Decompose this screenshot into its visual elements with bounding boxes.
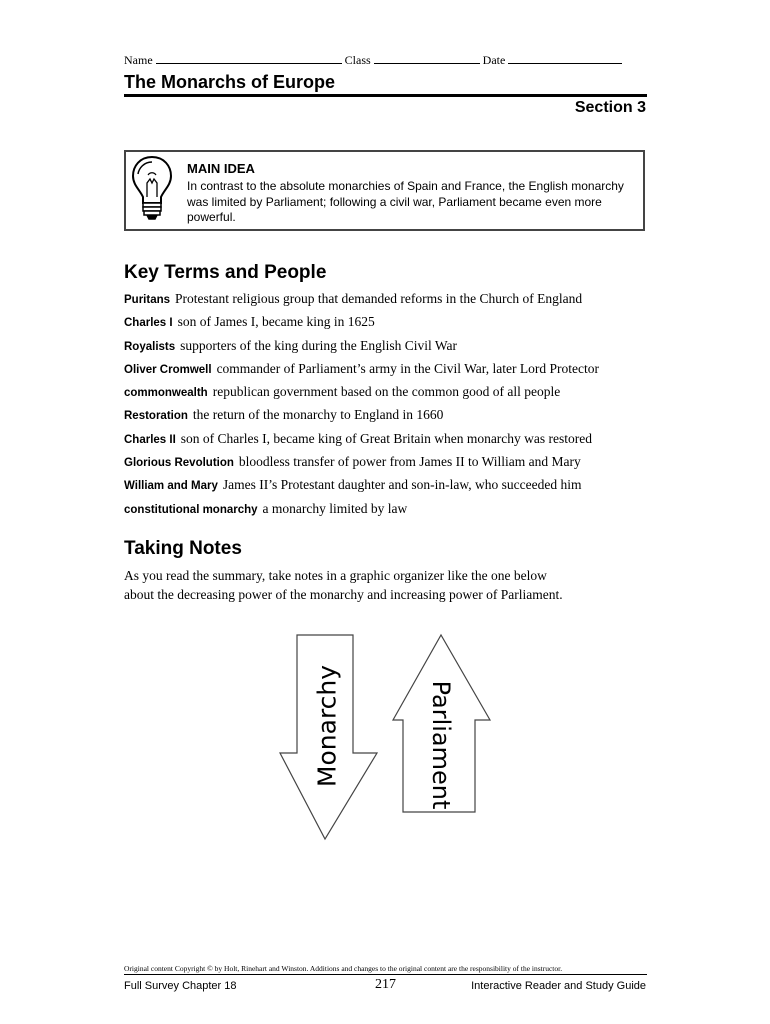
date-label: Date [482,53,506,67]
name-blank[interactable] [156,53,342,64]
term-name: constitutional monarchy [124,503,258,516]
header-fields [124,53,646,68]
section-label: Section 3 [574,99,646,116]
term-name: Glorious Revolution [124,457,234,470]
name-label: Name [124,53,153,67]
key-terms-heading: Key Terms and People [124,262,327,283]
footer-book-title: Interactive Reader and Study Guide [471,980,646,992]
copyright-notice: Original content Copyright © by Holt, Rinehart and Winston. Additions and changes to the original content are the responsibility of the instructor. [124,964,563,973]
footer-chapter: Full Survey Chapter 18 [124,980,237,992]
term-name: Oliver Cromwell [124,363,212,376]
graphic-organizer [270,628,500,848]
term-name: Royalists [124,340,176,353]
term-name: William and Mary [124,480,218,493]
term-definition: James II’s Protestant daughter and son-in-law, who succeeded him [222,477,582,493]
term-row [124,312,684,335]
taking-notes-text: As you read the summary, take notes in a graphic organizer like the one below about the decreasing power of the monarchy and increasing power of Parliament. [124,568,563,602]
term-definition: bloodless transfer of power from James II to William and Mary [238,454,581,470]
main-idea-text: In contrast to the absolute monarchies of Spain and France, the English monarchy was limited by Parliament; following a civil war, Parliament became even more powerful. [187,179,624,224]
term-definition: the return of the monarchy to England in 1660 [192,407,444,423]
term-row [124,452,684,475]
class-label: Class [344,53,371,67]
lightbulb-icon [128,153,176,223]
term-name: Charles II [124,433,176,446]
term-name: commonwealth [124,387,208,400]
term-row [124,475,684,498]
term-definition: son of James I, became king in 1625 [177,314,375,330]
term-row [124,405,684,428]
term-definition: supporters of the king during the English Civil War [180,337,458,353]
monarchy-label: Monarchy [312,664,342,788]
term-definition: Protestant religious group that demanded reforms in the Church of England [175,291,583,306]
term-definition: commander of Parliament’s army in the Civil War, later Lord Protector [216,360,599,376]
page-number: 217 [375,977,396,992]
term-row [124,429,684,452]
page-title: The Monarchs of Europe [124,72,336,92]
key-terms-list [124,289,684,522]
title-divider [124,94,647,97]
class-blank[interactable] [374,53,480,64]
term-row [124,499,684,522]
main-idea-heading: MAIN IDEA [187,161,255,176]
taking-notes-heading: Taking Notes [124,538,242,559]
term-name: Charles I [124,317,173,330]
term-definition: son of Charles I, became king of Great Britain when monarchy was restored [180,430,593,446]
term-row [124,382,684,405]
term-name: Puritans [124,294,171,306]
term-definition: republican government based on the common good of all people [212,384,561,400]
term-name: Restoration [124,410,188,423]
date-blank[interactable] [508,53,622,64]
footer-divider [124,974,647,975]
term-row [124,359,684,382]
parliament-label: Parliament [427,680,455,810]
term-row [124,289,684,312]
term-row [124,336,684,359]
term-definition: a monarchy limited by law [262,500,408,516]
